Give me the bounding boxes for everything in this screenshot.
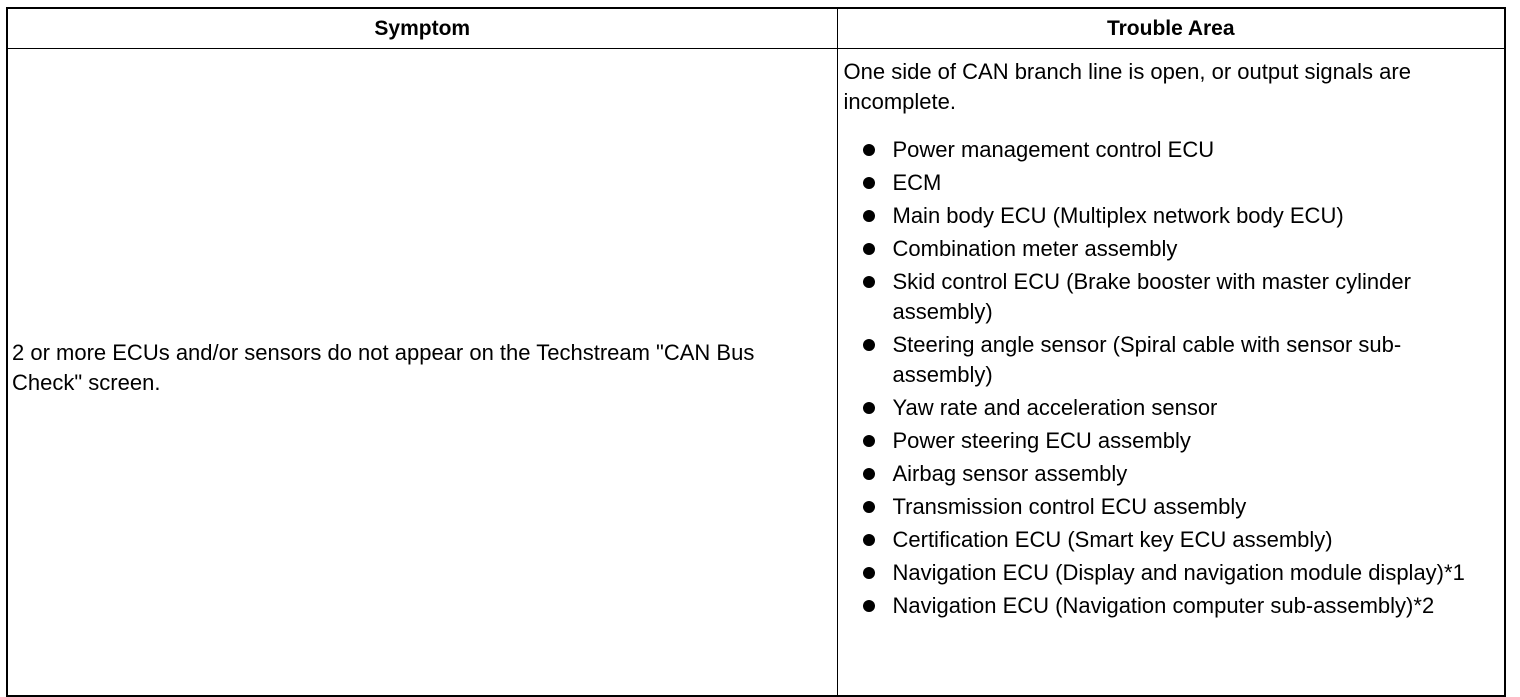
list-item bbox=[844, 459, 1499, 489]
bullet-icon bbox=[863, 534, 875, 546]
bullet-icon bbox=[863, 435, 875, 447]
bullet-icon bbox=[863, 144, 875, 156]
list-item-text: Airbag sensor assembly bbox=[892, 461, 1128, 486]
list-item bbox=[844, 525, 1499, 555]
list-item bbox=[844, 135, 1499, 165]
list-item-text: Transmission control ECU assembly bbox=[892, 494, 1247, 519]
bullet-icon bbox=[863, 402, 875, 414]
list-item bbox=[844, 492, 1499, 522]
list-item-text: Power steering ECU assembly bbox=[892, 428, 1191, 453]
bullet-icon bbox=[863, 276, 875, 288]
bullet-icon bbox=[863, 468, 875, 480]
trouble-table bbox=[6, 7, 1506, 697]
bullet-icon bbox=[863, 339, 875, 351]
list-item bbox=[844, 267, 1499, 327]
list-item-text: ECM bbox=[892, 170, 942, 195]
bullet-icon bbox=[863, 501, 875, 513]
list-item bbox=[844, 330, 1499, 390]
list-item-text: Navigation ECU (Display and navigation module display)*1 bbox=[892, 560, 1465, 585]
list-item bbox=[844, 393, 1499, 423]
list-item-text: Yaw rate and acceleration sensor bbox=[892, 395, 1218, 420]
trouble-area-cell bbox=[837, 49, 1505, 697]
list-item-text: Skid control ECU (Brake booster with master cylinder assembly) bbox=[892, 269, 1411, 324]
list-item-text: Power management control ECU bbox=[892, 137, 1215, 162]
trouble-area-list bbox=[844, 135, 1499, 621]
symptom-cell: 2 or more ECUs and/or sensors do not appear on the Techstream "CAN Bus Check" screen. bbox=[7, 49, 837, 697]
bullet-icon bbox=[863, 567, 875, 579]
list-item bbox=[844, 426, 1499, 456]
list-item-text: Combination meter assembly bbox=[892, 236, 1178, 261]
list-item-text: Navigation ECU (Navigation computer sub-assembly)*2 bbox=[892, 593, 1435, 618]
list-item bbox=[844, 591, 1499, 621]
list-item-text: Steering angle sensor (Spiral cable with sensor sub-assembly) bbox=[892, 332, 1402, 387]
table-header-row bbox=[7, 8, 1505, 49]
bullet-icon bbox=[863, 210, 875, 222]
table-row bbox=[7, 49, 1505, 697]
bullet-icon bbox=[863, 243, 875, 255]
bullet-icon bbox=[863, 600, 875, 612]
list-item bbox=[844, 168, 1499, 198]
header-symptom: Symptom bbox=[7, 8, 837, 49]
list-item-text: Main body ECU (Multiplex network body ECU) bbox=[892, 203, 1344, 228]
trouble-area-intro: One side of CAN branch line is open, or output signals are incomplete. bbox=[843, 59, 1411, 114]
list-item bbox=[844, 201, 1499, 231]
list-item bbox=[844, 558, 1499, 588]
list-item-text: Certification ECU (Smart key ECU assembly) bbox=[892, 527, 1333, 552]
bullet-icon bbox=[863, 177, 875, 189]
header-trouble-area: Trouble Area bbox=[837, 8, 1505, 49]
list-item bbox=[844, 234, 1499, 264]
